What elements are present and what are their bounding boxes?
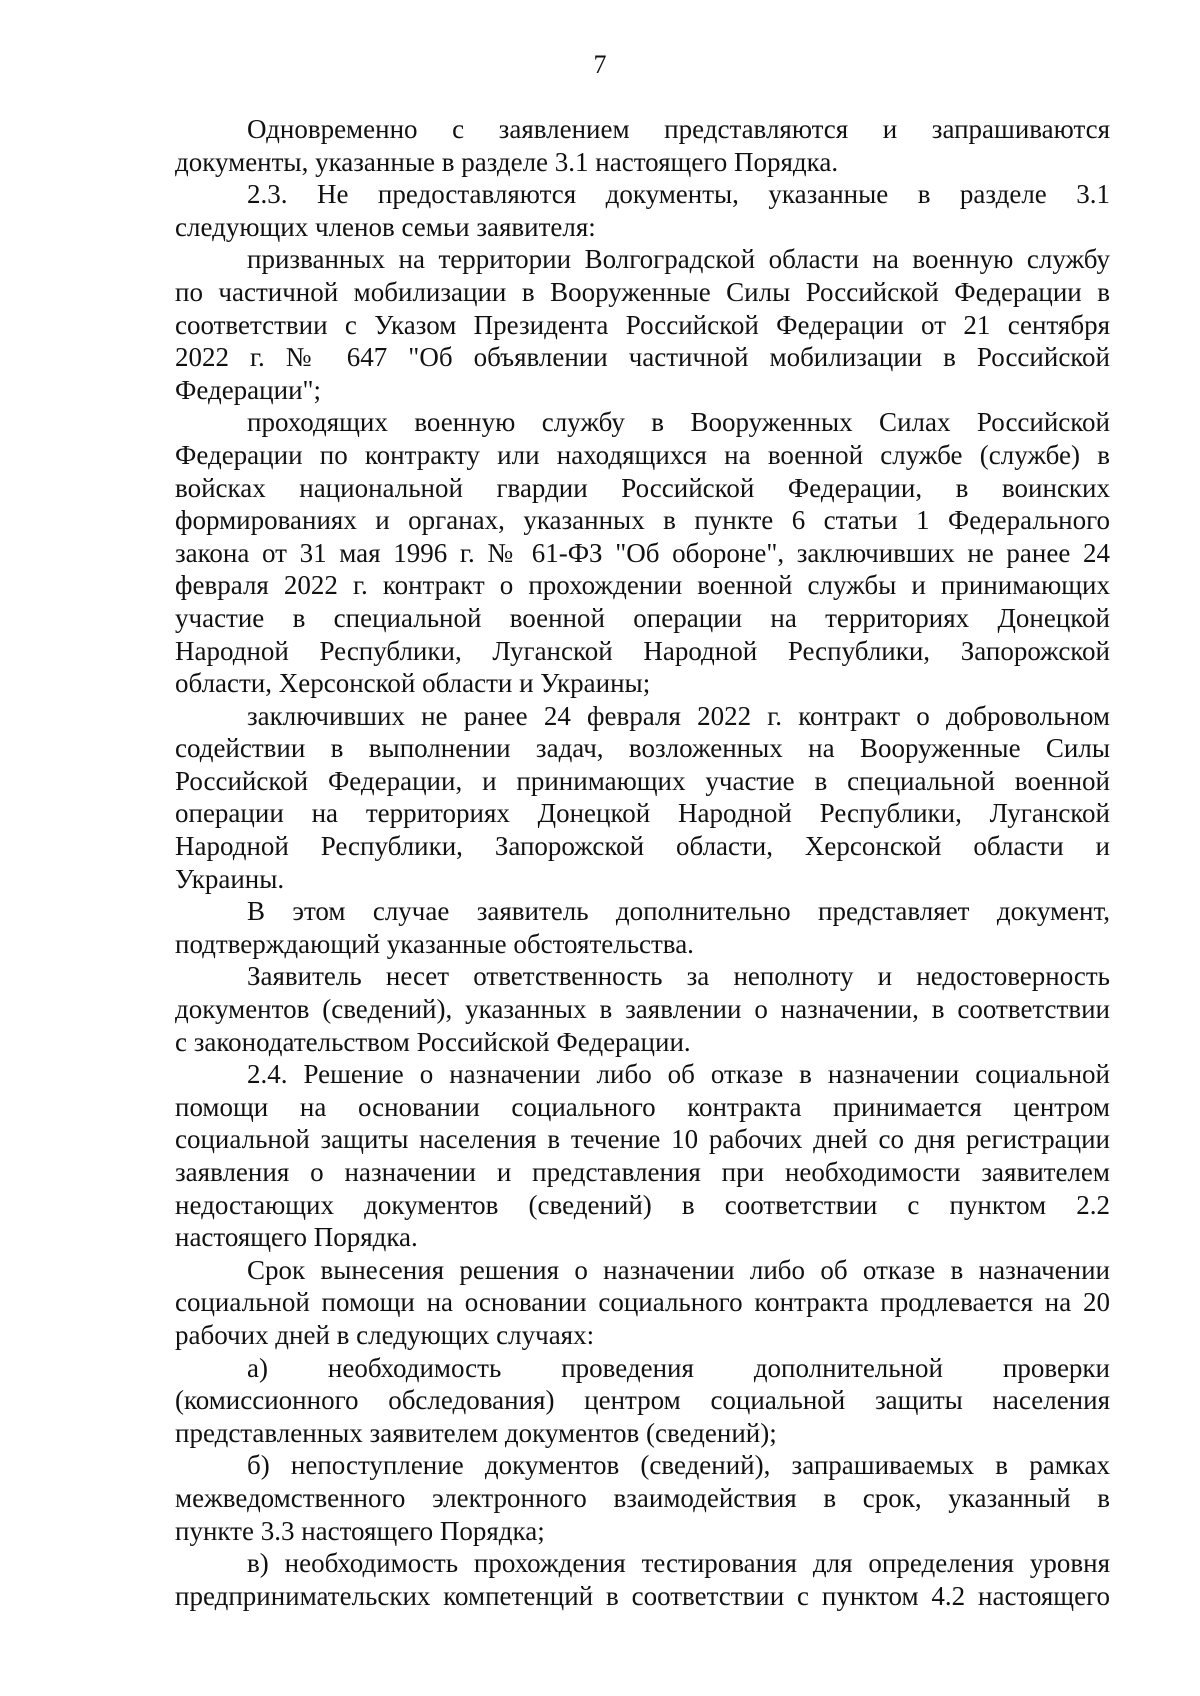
text-line: Срок вынесения решения о назначении либо об отказе в назначении — [247, 1254, 1110, 1285]
text-line: 2022 г. № 647 "Об объявлении частичной мобилизации в Российской — [175, 342, 1110, 373]
text-line: Российской Федерации, и принимающих участие в специальной военной — [175, 765, 1110, 796]
paragraph — [175, 178, 1110, 243]
text-line: документы, указанные в разделе 3.1 настоящего Порядка. — [175, 146, 839, 177]
paragraph — [175, 895, 1110, 960]
text-line: документов (сведений), указанных в заявлении о назначении, в соответствии — [175, 994, 1110, 1025]
page-number: 7 — [593, 50, 607, 79]
text-line: в) необходимость прохождения тестирования для определения уровня — [247, 1548, 1110, 1579]
text-line: социальной защиты населения в течение 10 рабочих дней со дня регистрации — [175, 1124, 1110, 1155]
text-line: области, Херсонской области и Украины; — [175, 668, 651, 699]
text-line: заявления о назначении и представления при необходимости заявителем — [175, 1157, 1110, 1187]
document-body — [175, 113, 1110, 1612]
text-line: Федерации по контракту или находящихся на военной службе (службе) в — [175, 439, 1110, 470]
text-line: закона от 31 мая 1996 г. № 61-ФЗ "Об обороне", заключивших не ранее 24 — [175, 537, 1110, 568]
text-line: Народной Республики, Запорожской области, Херсонской области и — [175, 831, 1110, 862]
text-line: Одновременно с заявлением представляются и запрашиваются — [247, 114, 1110, 144]
paragraph — [175, 960, 1110, 1058]
text-line: 2.4. Решение о назначении либо об отказе в назначении социальной — [247, 1059, 1110, 1090]
paragraph — [175, 1352, 1110, 1450]
text-line: (комиссионного обследования) центром социальной защиты населения — [175, 1385, 1110, 1416]
text-line: настоящего Порядка. — [175, 1222, 418, 1253]
text-line: социальной помощи на основании социального контракта продлевается на 20 — [175, 1287, 1110, 1318]
paragraph — [175, 406, 1110, 699]
text-line: межведомственного электронного взаимодействия в срок, указанный в — [175, 1482, 1110, 1513]
paragraph — [175, 1058, 1110, 1254]
text-line: представленных заявителем документов (сведений); — [175, 1417, 777, 1448]
text-line: с законодательством Российской Федерации. — [175, 1026, 691, 1057]
text-line: рабочих дней в следующих случаях: — [175, 1319, 595, 1350]
paragraph — [175, 1547, 1110, 1612]
text-line: заключивших не ранее 24 февраля 2022 г. контракт о добровольном — [247, 700, 1110, 731]
text-line: соответствии с Указом Президента Российской Федерации от 21 сентября — [175, 309, 1110, 340]
paragraph — [175, 113, 1110, 178]
text-line: операции на территориях Донецкой Народной Республики, Луганской — [175, 798, 1110, 829]
text-line: участие в специальной военной операции на территориях Донецкой — [175, 602, 1110, 633]
text-line: проходящих военную службу в Вооруженных Силах Российской — [247, 407, 1110, 438]
paragraph — [175, 243, 1110, 406]
text-line: а) необходимость проведения дополнительной проверки — [247, 1352, 1110, 1383]
paragraph — [175, 1449, 1110, 1547]
text-line: пункте 3.3 настоящего Порядка; — [175, 1515, 545, 1546]
text-line: по частичной мобилизации в Вооруженные Силы Российской Федерации в — [175, 276, 1110, 307]
text-line: Народной Республики, Луганской Народной Республики, Запорожской — [175, 635, 1110, 666]
text-line: предпринимательских компетенций в соответствии с пунктом 4.2 настоящего — [175, 1580, 1110, 1611]
text-line: Украины. — [175, 863, 285, 894]
text-line: недостающих документов (сведений) в соответствии с пунктом 2.2 — [175, 1189, 1110, 1220]
text-line: помощи на основании социального контракта принимается центром — [175, 1091, 1110, 1122]
paragraph — [175, 1254, 1110, 1352]
text-line: февраля 2022 г. контракт о прохождении военной службы и принимающих — [175, 570, 1110, 601]
text-line: Заявитель несет ответственность за неполноту и недостоверность — [247, 961, 1110, 992]
text-line: призванных на территории Волгоградской области на военную службу — [247, 244, 1110, 275]
text-line: Федерации"; — [175, 374, 322, 405]
text-line: В этом случае заявитель дополнительно представляет документ, — [247, 896, 1110, 927]
text-line: 2.3. Не предоставляются документы, указанные в разделе 3.1 — [247, 179, 1110, 210]
text-line: содействии в выполнении задач, возложенных на Вооруженные Силы — [175, 733, 1110, 764]
text-line: подтверждающий указанные обстоятельства. — [175, 928, 694, 959]
text-line: формированиях и органах, указанных в пункте 6 статьи 1 Федерального — [175, 505, 1110, 536]
text-line: б) непоступление документов (сведений), запрашиваемых в рамках — [247, 1450, 1110, 1481]
paragraph — [175, 700, 1110, 896]
text-line: войсках национальной гвардии Российской Федерации, в воинских — [175, 472, 1110, 503]
text-line: следующих членов семьи заявителя: — [175, 211, 596, 242]
